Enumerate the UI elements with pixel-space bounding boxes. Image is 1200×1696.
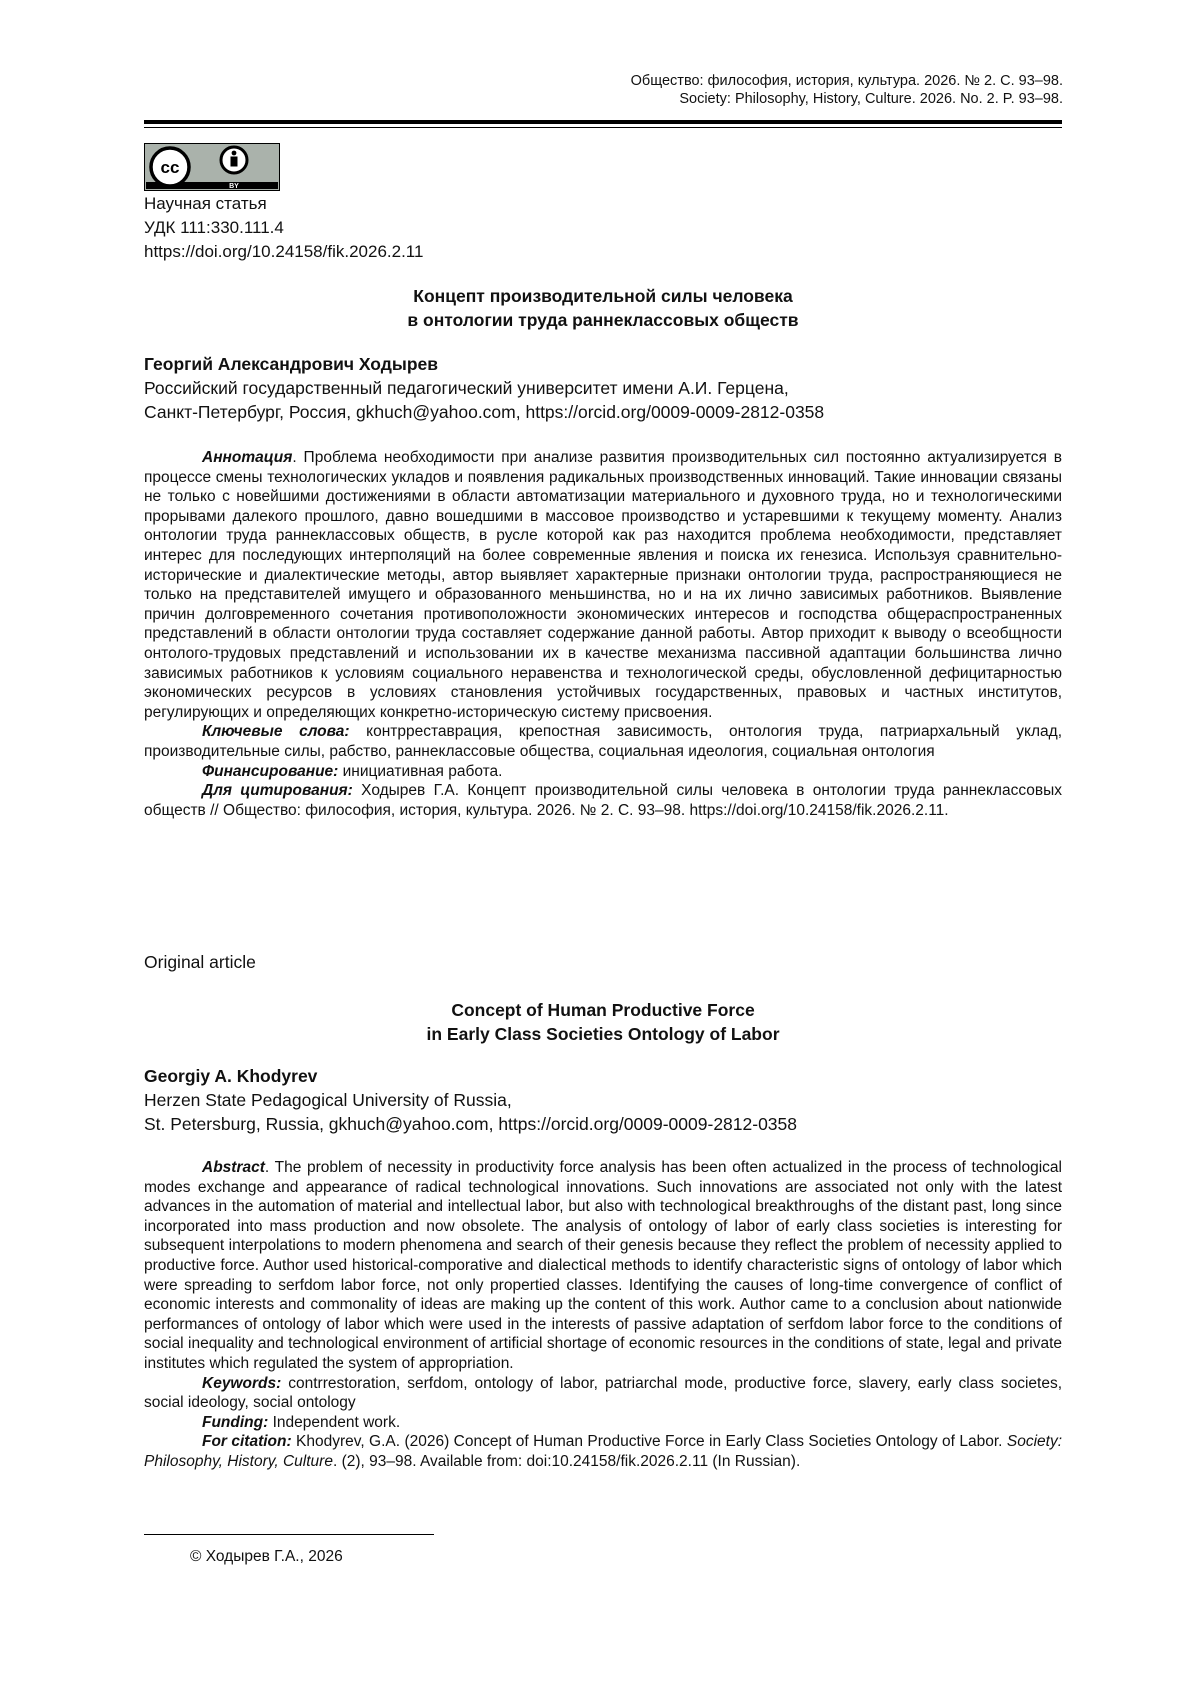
citation-label-ru: Для цитирования: [202, 782, 353, 800]
affiliation-en-line1: Herzen State Pedagogical University of Russia, [144, 1090, 512, 1110]
funding-label-en: Funding: [202, 1413, 269, 1431]
article-title-ru [144, 284, 1062, 332]
header-rule-thick [144, 120, 1062, 124]
article-type-ru: Научная статья [144, 194, 267, 213]
affiliation-ru [144, 376, 1062, 424]
udk-code: УДК 111:330.111.4 [144, 218, 284, 237]
article-type-en: Original article [144, 952, 256, 972]
title-ru-line2: в онтологии труда раннеклассовых обществ [407, 310, 799, 330]
copyright-note: © Ходырев Г.А., 2026 [190, 1548, 343, 1565]
journal-header-en: Society: Philosophy, History, Culture. 2026. No. 2. P. 93–98. [679, 91, 1063, 107]
keywords-text-ru: контрреставрация, крепостная зависимость, онтология труда, патриархальный уклад, производительные силы, рабство, раннеклассовые общества, социальная идеология, социальная онтология [144, 723, 1063, 760]
citation-journal-en: Society: Philosophy, History, Culture [144, 1433, 1062, 1470]
keywords-label-en: Keywords: [202, 1374, 282, 1392]
header-rule-thin [144, 127, 1062, 128]
abstract-ru [144, 448, 1062, 722]
funding-text-en: Independent work. [268, 1413, 401, 1431]
cc-by-license-icon[interactable] [144, 143, 280, 191]
citation-label-en: For citation: [202, 1433, 292, 1451]
keywords-label-ru: Ключевые слова: [202, 723, 350, 741]
citation-en [144, 1432, 1062, 1471]
funding-ru [144, 762, 1062, 782]
cc-badge-text: cc [160, 158, 180, 177]
footnote-rule [144, 1534, 434, 1535]
funding-label-ru: Финансирование: [202, 762, 339, 780]
author-name-en: Georgiy A. Khodyrev [144, 1066, 318, 1086]
affiliation-ru-line2: Санкт-Петербург, Россия, gkhuch@yahoo.com, https://orcid.org/0009-0009-2812-0358 [144, 402, 825, 422]
article-meta-ru [144, 192, 423, 264]
title-ru-line1: Концепт производительной силы человека [413, 286, 793, 306]
abstract-text-en: . The problem of necessity in productivity force analysis has been often actualized in the process of technological modes exchange and appearance of radical technological innovations. Such innovations are associated not only with the latest advances in the automation of material and intellectual labor, but also with technological breakthroughs of the distant past, long since incorporated into mass production and now obsolete. The analysis of ontology of labor of early class societies is interesting for subsequent interpolations to modern phenomena and search of their genesis because they reflect the problem of necessity applied to productive force. Author used historical-comporative and dialectical methods to identify characteristic signs of ontology of labor which were spreading to serfdom labor force, not only propertied classes. Identifying the causes of long-time convergence of conflict of economic interests and commonality of ideas are making up the content of this work. Author came to a conclusion about nationwide performances of ontology of labor which were used in the interests of passive adaptation of serfdom labor force to the conditions of social inequality and technological environment of artificial shortage of economic resources in the conditions of state, legal and private institutes which regulated the system of appropriation. [144, 1159, 1062, 1372]
abstract-block-ru [144, 448, 1062, 820]
affiliation-en-line2: St. Petersburg, Russia, gkhuch@yahoo.com, https://orcid.org/0009-0009-2812-0358 [144, 1114, 798, 1134]
affiliation-en [144, 1088, 1062, 1136]
abstract-text-ru: . Проблема необходимости при анализе развития производительных сил постоянно актуализируется в процессе смены технологических укладов и появления радикальных производственных инноваций. Такие инновации связаны не только с новейшими достижениями в области автоматизации материального и духовного труда, но и технологическими прорывами далекого прошлого, давно вошедшими в массовое производство и устаревшими к текущему моменту. Анализ онтологии труда раннеклассовых обществ, в русле которой как раз находится проблема необходимости, представляет интерес для последующих интерполяций на более современные явления и поиска их генезиса. Используя сравнительно-исторические и диалектические методы, автор выявляет характерные признаки онтологии труда, распространяющиеся не только на представителей имущего и образованного меньшинства, но и на их лично зависимых работников. Выявление причин долговременного сочетания противоположности экономических интересов и господства общераспространенных представлений в области онтологии труда составляет содержание данной работы. Автор приходит к выводу о всеобщности онтолого-трудовых представлений и использовании их в качестве механизма пассивной адаптации большинства лично зависимых работников к условиям социального неравенства и технологической среды, обусловленной дефицитарностью экономических ресурсов в условиях становления устойчивых государственных, правовых и частных институтов, регулирующих и определяющих конкретно-историческую систему присвоения. [144, 449, 1062, 721]
doi-link[interactable]: https://doi.org/10.24158/fik.2026.2.11 [144, 242, 424, 261]
journal-header [631, 72, 1063, 108]
abstract-en [144, 1158, 1062, 1374]
by-badge-text: BY [229, 183, 239, 190]
author-name-ru: Георгий Александрович Ходырев [144, 354, 439, 374]
abstract-label-ru: Аннотация [202, 449, 293, 466]
citation-text-ru: Ходырев Г.А. Концепт производительной силы человека в онтологии труда раннеклассовых обществ // Общество: философия, история, культура. 2026. № 2. С. 93–98. https://doi.org/10.24158/fik.2026.2.11. [144, 782, 1062, 819]
citation-ru [144, 781, 1062, 820]
citation-text-en-2: . (2), 93–98. Available from: doi:10.24158/fik.2026.2.11 (In Russian). [332, 1452, 801, 1470]
citation-text-en-1: Khodyrev, G.A. (2026) Concept of Human Productive Force in Early Class Societies Ontology of Labor. [291, 1433, 1007, 1451]
title-en-line1: Concept of Human Productive Force [451, 1000, 755, 1020]
journal-header-ru: Общество: философия, история, культура. 2026. № 2. С. 93–98. [630, 73, 1063, 89]
keywords-ru [144, 722, 1062, 761]
affiliation-ru-line1: Российский государственный педагогический университет имени А.И. Герцена, [144, 378, 789, 398]
funding-text-ru: инициативная работа. [338, 762, 503, 780]
abstract-label-en: Abstract [202, 1159, 265, 1176]
title-en-line2: in Early Class Societies Ontology of Labor [426, 1024, 780, 1044]
abstract-block-en [144, 1158, 1062, 1472]
keywords-text-en: contrrestoration, serfdom, ontology of labor, patriarchal mode, productive force, slavery, early class societes, social ideology, social ontology [144, 1374, 1062, 1412]
funding-en [144, 1413, 1062, 1433]
keywords-en [144, 1374, 1062, 1413]
article-title-en [144, 998, 1062, 1046]
